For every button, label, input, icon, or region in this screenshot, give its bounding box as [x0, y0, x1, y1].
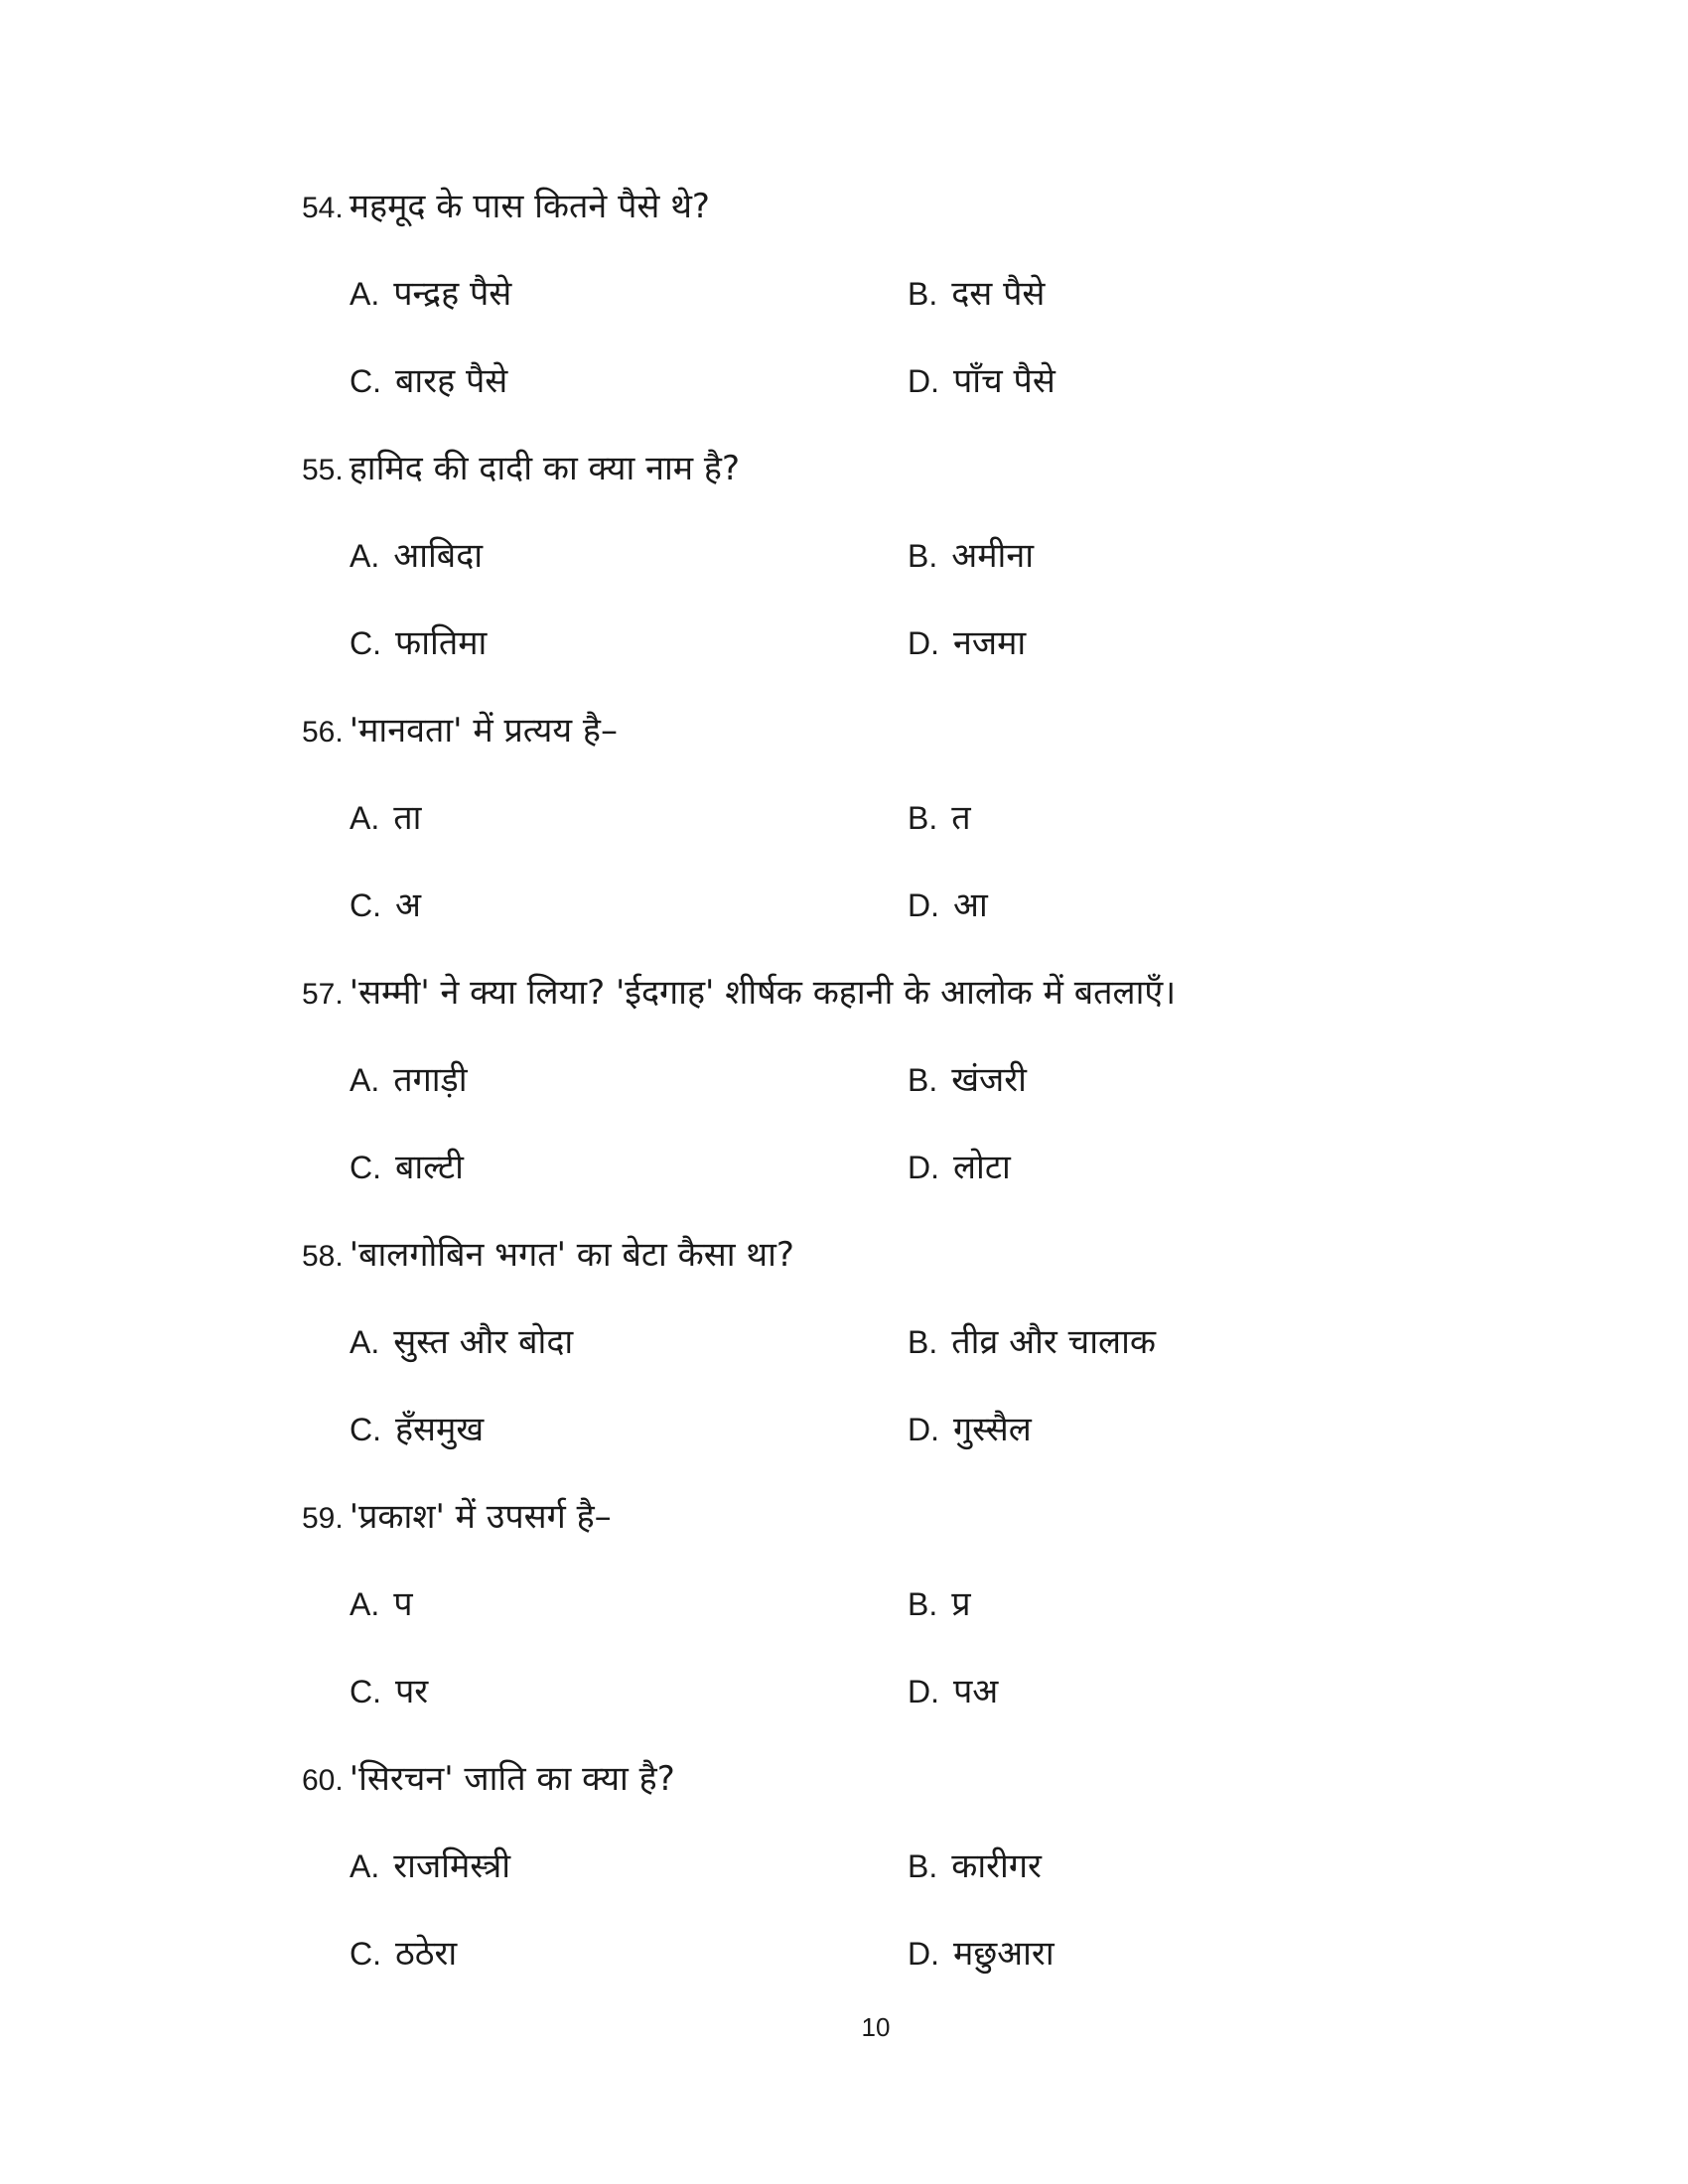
option-text: ता [393, 798, 422, 838]
option-text: ठठेरा [395, 1934, 458, 1974]
option-letter: C. [350, 625, 381, 661]
option-d [908, 1402, 1032, 1457]
option-letter: C. [350, 1674, 381, 1709]
option-text: दस पैसे [951, 274, 1046, 314]
option-letter: B. [908, 538, 938, 574]
option-a [350, 790, 421, 846]
option-letter: A. [350, 1848, 380, 1884]
option-letter: D. [908, 1412, 939, 1447]
question-57 [302, 965, 1493, 1227]
option-letter: A. [350, 1062, 380, 1098]
option-letter: D. [908, 1150, 939, 1185]
option-c [350, 1402, 484, 1457]
option-letter: C. [350, 1936, 381, 1972]
question-number: 57. [302, 978, 344, 1011]
option-b [908, 1314, 1156, 1370]
option-text: खंजरी [951, 1060, 1027, 1100]
option-text: प [393, 1584, 413, 1624]
option-text: तीव्र और चालाक [951, 1322, 1156, 1362]
option-c [350, 1926, 457, 1981]
option-d [908, 878, 988, 933]
option-text: सुस्त और बोदा [393, 1322, 574, 1362]
option-d [908, 353, 1055, 409]
option-letter: C. [350, 1150, 381, 1185]
option-text: लोटा [953, 1148, 1011, 1187]
option-b [908, 790, 971, 846]
option-d [908, 1140, 1011, 1195]
question-text: महमूद के पास कितने पैसे थे? [349, 187, 710, 226]
option-text: पन्द्रह पैसे [393, 274, 512, 314]
option-d [908, 1926, 1055, 1981]
option-text: पाँच पैसे [953, 361, 1055, 401]
option-c [350, 1664, 428, 1719]
question-text: 'सिरचन' जाति का क्या है? [349, 1759, 675, 1799]
option-letter: D. [908, 1936, 939, 1972]
question-54 [302, 179, 1493, 441]
option-b [908, 1052, 1027, 1108]
question-number: 56. [302, 716, 344, 749]
option-b [908, 528, 1034, 584]
option-text: त [951, 798, 971, 838]
option-b [908, 266, 1045, 322]
option-c [350, 615, 487, 671]
option-text: हँसमुख [395, 1410, 485, 1449]
question-text: 'बालगोबिन भगत' का बेटा कैसा था? [349, 1235, 794, 1275]
option-letter: A. [350, 1324, 380, 1360]
option-letter: B. [908, 1848, 938, 1884]
question-60 [302, 1751, 1493, 2013]
option-text: अमीना [951, 536, 1035, 576]
question-58 [302, 1227, 1493, 1489]
option-b [908, 1576, 971, 1632]
option-text: पर [395, 1672, 429, 1711]
option-text: आ [953, 886, 988, 925]
option-text: बारह पैसे [395, 361, 508, 401]
question-text: 'प्रकाश' में उपसर्ग है– [349, 1497, 612, 1537]
option-letter: D. [908, 887, 939, 923]
option-a [350, 1314, 573, 1370]
option-a [350, 266, 511, 322]
option-text: बाल्टी [395, 1148, 464, 1187]
option-a [350, 1576, 413, 1632]
option-d [908, 1664, 998, 1719]
question-text-line [302, 179, 710, 234]
option-letter: D. [908, 625, 939, 661]
question-number: 59. [302, 1502, 344, 1535]
option-letter: B. [908, 800, 938, 836]
option-a [350, 528, 483, 584]
question-56 [302, 703, 1493, 965]
option-letter: C. [350, 1412, 381, 1447]
option-text: फातिमा [395, 623, 488, 663]
option-c [350, 878, 421, 933]
option-text: गुस्सैल [953, 1410, 1032, 1449]
option-text: आबिदा [393, 536, 484, 576]
option-text: तगाड़ी [393, 1060, 468, 1100]
question-text-line [302, 1751, 675, 1807]
option-b [908, 1839, 1042, 1894]
option-text: अ [395, 886, 421, 925]
option-text: नजमा [953, 623, 1027, 663]
option-letter: C. [350, 363, 381, 399]
option-a [350, 1839, 510, 1894]
option-c [350, 1140, 464, 1195]
question-55 [302, 441, 1493, 703]
option-letter: C. [350, 887, 381, 923]
question-number: 54. [302, 192, 344, 224]
option-letter: B. [908, 1586, 938, 1622]
question-text-line [302, 1489, 612, 1545]
option-letter: B. [908, 1062, 938, 1098]
option-c [350, 353, 507, 409]
option-text: पअ [953, 1672, 999, 1711]
option-text: मछुआरा [953, 1934, 1055, 1974]
question-text: 'सम्मी' ने क्या लिया? 'ईदगाह' शीर्षक कहानी के आलोक में बतलाएँ। [349, 973, 1177, 1013]
option-letter: A. [350, 276, 380, 312]
question-59 [302, 1489, 1493, 1751]
option-letter: D. [908, 1674, 939, 1709]
question-text: हामिद की दादी का क्या नाम है? [349, 449, 740, 488]
question-number: 60. [302, 1764, 344, 1797]
option-d [908, 615, 1026, 671]
option-text: राजमिस्त्री [393, 1846, 511, 1886]
option-letter: D. [908, 363, 939, 399]
option-letter: B. [908, 1324, 938, 1360]
option-letter: A. [350, 800, 380, 836]
option-text: प्र [951, 1584, 971, 1624]
question-number: 55. [302, 454, 344, 486]
option-text: कारीगर [951, 1846, 1042, 1886]
question-text-line [302, 965, 1176, 1021]
question-text: 'मानवता' में प्रत्यय है– [349, 711, 618, 751]
question-text-line [302, 703, 618, 758]
option-letter: A. [350, 1586, 380, 1622]
option-letter: B. [908, 276, 938, 312]
question-text-line [302, 441, 740, 496]
option-a [350, 1052, 468, 1108]
question-number: 58. [302, 1240, 344, 1273]
page-number: 10 [861, 2012, 891, 2042]
question-text-line [302, 1227, 794, 1283]
option-letter: A. [350, 538, 380, 574]
